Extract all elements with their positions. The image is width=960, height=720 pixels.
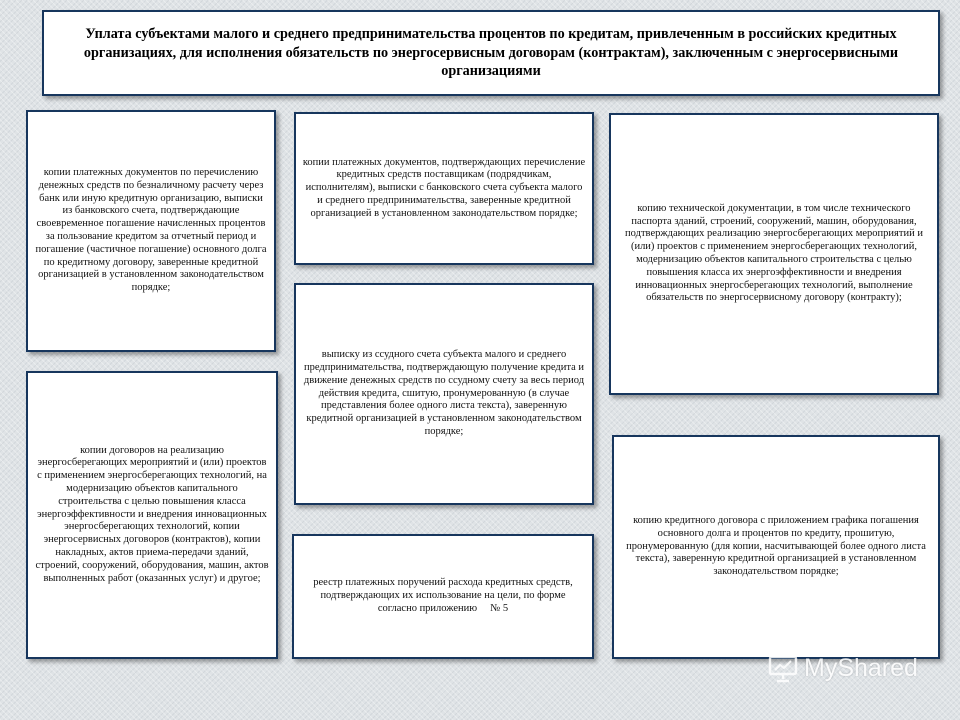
doc-box-contract-copies bbox=[26, 371, 278, 659]
presentation-icon bbox=[768, 655, 798, 683]
doc-box-text: реестр платежных поручений расхода кредитных средств, подтверждающих их использование на цели, по форме согласно приложению № 5 bbox=[313, 577, 576, 614]
title-text: Уплата субъектами малого и среднего предпринимательства процентов по кредитам, привлеченным в российских кредитных организациях, для исполнения обязательств по энергосервисным договорам (контрактам), заключенным с энергосервисными организациями bbox=[83, 26, 899, 80]
myshared-watermark bbox=[768, 654, 918, 683]
page-title bbox=[42, 10, 940, 96]
watermark-text: MyShared bbox=[804, 654, 918, 682]
doc-box-payment-copies bbox=[26, 110, 276, 352]
doc-box-loan-account-statement bbox=[294, 283, 594, 505]
doc-box-text: выписку из ссудного счета субъекта малого и среднего предпринимательства, подтверждающую получение кредита и движение денежных средств по ссудному счету за весь период действия кредита, сшитую, пронумерованную (в случае представления более одного листа текста), заверенную кредитной организацией в установленном законодательством порядке; bbox=[303, 349, 585, 437]
doc-box-payment-register bbox=[292, 534, 594, 659]
doc-box-text: копию кредитного договора с приложением графика погашения основного долга и процентов по кредиту, прошитую, пронумерованную (для копии, насчитывающей более одного листа текста), заверенную кредитной организацией в установленном законодательством порядке; bbox=[626, 515, 926, 578]
doc-box-technical-docs bbox=[609, 113, 939, 395]
doc-box-text: копии договоров на реализацию энергосберегающих мероприятий и (или) проектов с применением энергосберегающих технологий, на модернизацию объектов капитального строительства с целью повышения класса энергоэффективности и внедрения инновационных энергосберегающих технологий, копии энергосервисных договоров (контрактов), копии накладных, актов приема-передачи зданий, строений, сооружений, оборудования, машин, актов выполненных работ (оказанных услуг) и другое; bbox=[35, 444, 269, 584]
doc-box-text: копию технической документации, в том числе технического паспорта зданий, строений, сооружений, машин, оборудования, подтверждающих реализацию энергосберегающих мероприятий и (или) проектов с применением энергосберегающих технологий, модернизацию объектов капитального строительства с целью повышения класса их энергоэффективности и внедрения инновационных энергосберегающих технологий, выполнение обязательств по энергосервисному договору (контракту); bbox=[625, 202, 923, 304]
doc-box-text: копии платежных документов, подтверждающих перечисление кредитных средств поставщикам (подрядчикам, исполнителям), выписки с банковского счета субъекта малого и среднего предпринимательства, заверенные кредитной организацией в установленном законодательством порядке; bbox=[302, 156, 586, 219]
doc-box-text: копии платежных документов по перечислению денежных средств по безналичному расчету через банк или иную кредитную организацию, выписки из банковского счета, подтверждающие своевременное погашение начисленных процентов за пользование кредитом за отчетный период и погашение (частичное погашение) основного долга по кредитному договору, заверенные кредитной организацией в установленном законодательством порядке; bbox=[35, 167, 267, 294]
doc-box-credit-agreement bbox=[612, 435, 940, 659]
doc-box-supplier-payments bbox=[294, 112, 594, 265]
